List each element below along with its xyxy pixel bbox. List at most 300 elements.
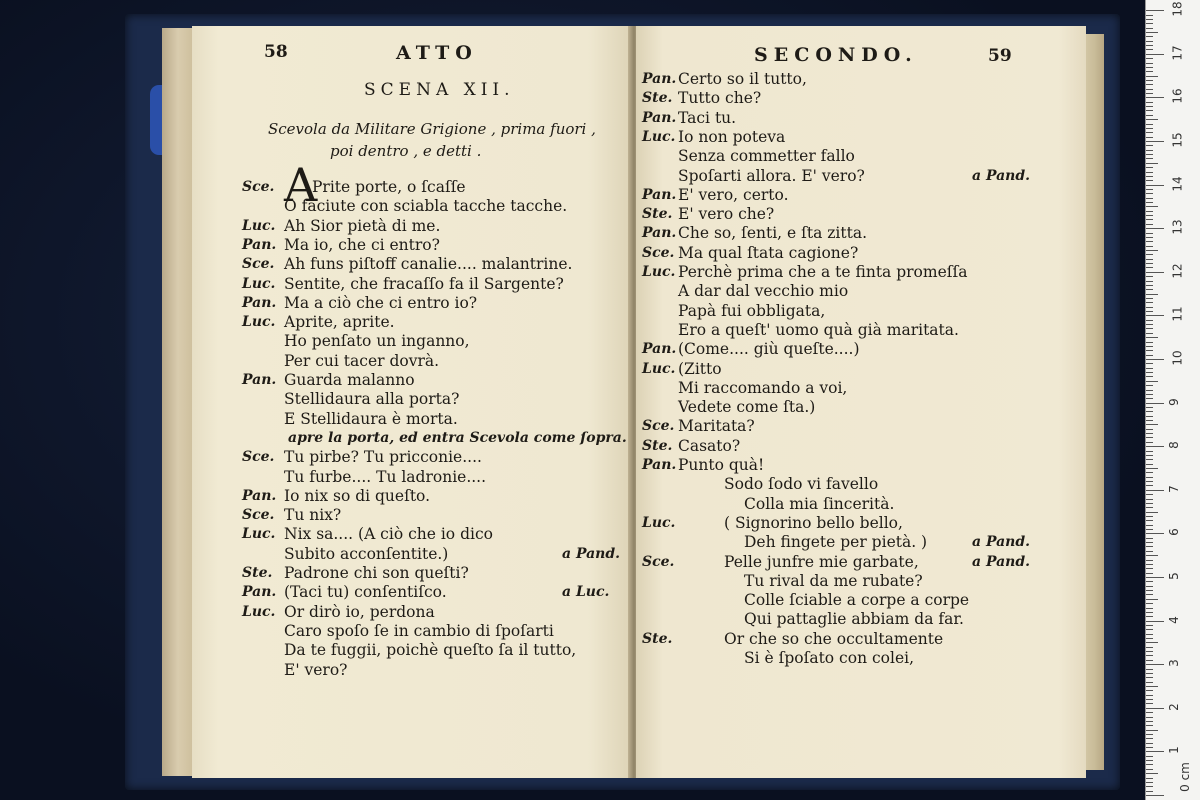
- ruler-tick: [1146, 246, 1153, 247]
- text-line: Qui pattaglie abbiam da far.: [744, 610, 964, 629]
- text-line: Taci tu.: [678, 108, 737, 127]
- speaker-label: Luc.: [642, 264, 676, 280]
- ruler-tick: [1146, 403, 1164, 404]
- ruler-tick: [1146, 324, 1153, 325]
- text-line: Tu pirbe? Tu pricconie....: [284, 448, 482, 467]
- ruler-tick: [1146, 769, 1153, 770]
- ruler-tick: [1146, 294, 1158, 295]
- ruler-tick: [1146, 586, 1153, 587]
- ruler-tick: [1146, 651, 1153, 652]
- ruler-tick: [1146, 682, 1153, 683]
- speaker-label: Sce.: [242, 507, 275, 524]
- speaker-label: Ste.: [642, 90, 673, 107]
- ruler-tick: [1146, 76, 1158, 77]
- ruler-tick: [1146, 468, 1158, 469]
- speaker-label: Sce.: [242, 449, 275, 466]
- ruler-tick: [1146, 699, 1153, 700]
- ruler-tick: [1146, 533, 1164, 534]
- speaker-label: Luc.: [642, 514, 676, 531]
- text-line: Stellidaura alla porta?: [284, 390, 460, 409]
- ruler-number: 16: [1170, 88, 1185, 105]
- ruler-tick: [1146, 756, 1153, 757]
- ruler-tick: [1146, 778, 1153, 779]
- speaker-label: Pan.: [642, 71, 677, 87]
- text-line: A dar dal vecchio mio: [678, 282, 849, 301]
- text-line: Or che so che occultamente: [724, 629, 944, 648]
- ruler-tick: [1146, 442, 1153, 443]
- ruler-tick: [1146, 638, 1153, 639]
- ruler-number: 18: [1170, 1, 1185, 17]
- text-line: Guarda malanno: [284, 371, 415, 389]
- ruler-tick: [1146, 538, 1153, 539]
- ruler-tick: [1146, 520, 1153, 521]
- ruler-tick: [1146, 411, 1153, 412]
- aside-direction: a Pand.: [972, 534, 1031, 551]
- ruler-tick: [1146, 32, 1158, 33]
- ruler-tick: [1146, 259, 1153, 260]
- ruler-tick: [1146, 281, 1153, 282]
- ruler-tick: [1146, 451, 1153, 452]
- text-line: (Come.... giù queſte....): [678, 340, 860, 359]
- ruler-tick: [1146, 773, 1158, 774]
- ruler-tick: [1146, 669, 1153, 670]
- ruler-tick: [1146, 494, 1153, 495]
- ruler-tick: [1146, 507, 1153, 508]
- ruler-tick: [1146, 89, 1153, 90]
- ruler-tick: [1146, 581, 1153, 582]
- ruler-number: 3: [1166, 659, 1181, 668]
- text-line: Ero a queſt' uomo quà già maritata.: [678, 320, 959, 339]
- text-line: Che so, ſenti, e ſta zitta.: [678, 224, 867, 243]
- ruler-tick: [1146, 712, 1153, 713]
- ruler-tick: [1146, 782, 1153, 783]
- ruler-tick: [1146, 795, 1164, 796]
- ruler-tick: [1146, 110, 1153, 111]
- ruler-tick: [1146, 599, 1158, 600]
- ruler-tick: [1146, 150, 1153, 151]
- ruler-tick: [1146, 555, 1158, 556]
- text-line: Ma io, che ci entro?: [284, 235, 440, 254]
- ruler-tick: [1146, 751, 1164, 752]
- ruler-tick: [1146, 708, 1164, 709]
- ruler-tick: [1146, 263, 1153, 264]
- ruler-number: 9: [1166, 397, 1181, 406]
- text-line: Colle ſciable a corpe a corpe: [744, 591, 970, 610]
- speaker-label: Pan.: [242, 487, 277, 504]
- ruler-tick: [1146, 573, 1153, 574]
- speaker-label: Ste.: [242, 565, 273, 581]
- ruler-tick: [1146, 407, 1153, 408]
- ruler-number: 12: [1170, 263, 1185, 279]
- speaker-label: Sce.: [642, 418, 675, 435]
- ruler-tick: [1146, 250, 1158, 251]
- ruler-tick: [1146, 215, 1153, 216]
- text-line: Tu furbe.... Tu ladronie....: [284, 467, 487, 486]
- ruler-tick: [1146, 206, 1158, 207]
- drop-cap: A: [284, 158, 318, 212]
- ruler-tick: [1146, 45, 1153, 46]
- text-line: Casato?: [678, 436, 741, 455]
- ruler-number: 8: [1166, 441, 1181, 450]
- ruler-tick: [1146, 730, 1158, 731]
- right-page: [636, 26, 1086, 778]
- ruler-tick: [1146, 529, 1153, 530]
- ruler-number: 5: [1166, 572, 1181, 580]
- ruler-number: 6: [1166, 528, 1181, 537]
- ruler-tick: [1146, 211, 1153, 212]
- text-line: Ma qual ſtata cagione?: [678, 243, 859, 262]
- ruler-tick: [1146, 355, 1153, 356]
- ruler-tick: [1146, 647, 1153, 648]
- text-line: Maritata?: [678, 417, 755, 436]
- ruler-tick: [1146, 49, 1153, 50]
- text-line: Ho penſato un inganno,: [284, 332, 470, 351]
- text-line: Papà fui obbligata,: [678, 301, 826, 320]
- ruler-tick: [1146, 180, 1153, 181]
- ruler-tick: [1146, 376, 1153, 377]
- ruler-tick: [1146, 311, 1153, 312]
- aside-direction: a Pand.: [972, 553, 1031, 570]
- ruler-tick: [1146, 677, 1153, 678]
- ruler-tick: [1146, 63, 1153, 64]
- page-number: 58: [264, 42, 288, 62]
- ruler-tick: [1146, 503, 1153, 504]
- ruler-tick: [1146, 398, 1153, 399]
- ruler-tick: [1146, 58, 1153, 59]
- ruler-tick: [1146, 285, 1153, 286]
- ruler-tick: [1146, 594, 1153, 595]
- text-line: O faciute con sciabla tacche tacche.: [284, 197, 568, 216]
- measuring-ruler: [1145, 0, 1200, 800]
- text-line: Sodo ſodo vi favello: [724, 475, 879, 494]
- ruler-number: 7: [1166, 484, 1181, 493]
- cast-line-1: Scevola da Militare Grigione , prima fuori ,: [268, 120, 596, 138]
- ruler-tick: [1146, 289, 1153, 290]
- ruler-tick: [1146, 416, 1153, 417]
- ruler-tick: [1146, 385, 1153, 386]
- ruler-tick: [1146, 791, 1153, 792]
- ruler-tick: [1146, 41, 1153, 42]
- ruler-tick: [1146, 363, 1153, 364]
- speaker-label: Luc.: [242, 275, 276, 292]
- ruler-tick: [1146, 124, 1153, 125]
- scene-title: SCENA XII.: [364, 80, 515, 100]
- text-line: Caro spoſo ſe in cambio di ſpoſarti: [284, 621, 554, 640]
- ruler-tick: [1146, 119, 1158, 120]
- ruler-tick: [1146, 141, 1164, 142]
- ruler-number: 10: [1170, 350, 1185, 366]
- speaker-label: Ste.: [642, 437, 673, 454]
- ruler-tick: [1146, 67, 1153, 68]
- aside-direction: a Pand.: [972, 167, 1031, 184]
- ruler-tick: [1146, 346, 1153, 347]
- ruler-tick: [1146, 228, 1164, 229]
- ruler-number: 14: [1170, 175, 1185, 192]
- text-line: Deh fingete per pietà. ): [744, 533, 928, 552]
- speaker-label: Luc.: [242, 526, 276, 543]
- ruler-tick: [1146, 747, 1153, 748]
- ruler-tick: [1146, 137, 1153, 138]
- ruler-tick: [1146, 437, 1153, 438]
- ruler-tick: [1146, 455, 1153, 456]
- ruler-tick: [1146, 764, 1153, 765]
- running-header: ATTO: [396, 42, 478, 64]
- ruler-tick: [1146, 19, 1153, 20]
- ruler-tick: [1146, 433, 1153, 434]
- ruler-tick: [1146, 551, 1153, 552]
- text-line: Senza commetter fallo: [678, 147, 855, 166]
- ruler-tick: [1146, 634, 1153, 635]
- cast-line-2: poi dentro , e detti .: [330, 142, 482, 160]
- text-line: Aprite, aprite.: [284, 313, 395, 332]
- running-header: SECONDO.: [754, 44, 918, 66]
- ruler-tick: [1146, 80, 1153, 81]
- ruler-tick: [1146, 703, 1153, 704]
- ruler-tick: [1146, 525, 1153, 526]
- text-line: Da te fuggii, poichè queſto ſa il tutto,: [284, 641, 577, 660]
- ruler-number: 4: [1166, 615, 1181, 624]
- text-line: (Taci tu) conſentiſco.: [284, 583, 447, 602]
- ruler-tick: [1146, 115, 1153, 116]
- text-line: Tu rival da me rubate?: [744, 571, 923, 590]
- text-line: Tu nix?: [284, 506, 342, 525]
- ruler-tick: [1146, 429, 1153, 430]
- text-line: Or dirò io, perdona: [284, 602, 435, 621]
- ruler-tick: [1146, 608, 1153, 609]
- ruler-number: 1: [1166, 746, 1181, 755]
- text-line: Ah Sior pietà di me.: [284, 216, 441, 235]
- ruler-tick: [1146, 577, 1164, 578]
- ruler-tick: [1146, 298, 1153, 299]
- speaker-label: Sce.: [242, 179, 275, 195]
- ruler-tick: [1146, 54, 1164, 55]
- speaker-label: Pan.: [642, 457, 677, 473]
- ruler-tick: [1146, 272, 1164, 273]
- text-line: Punto quà!: [678, 456, 765, 474]
- ruler-tick: [1146, 128, 1153, 129]
- text-line: Nix sa.... (A ciò che io dico: [284, 525, 493, 544]
- ruler-tick: [1146, 237, 1153, 238]
- ruler-tick: [1146, 564, 1153, 565]
- text-line: Ah funs piſtoff canalie.... malantrine.: [284, 255, 573, 274]
- text-line: Vedete come ſta.): [678, 398, 816, 417]
- ruler-tick: [1146, 15, 1153, 16]
- ruler-tick: [1146, 337, 1158, 338]
- ruler-tick: [1146, 241, 1153, 242]
- ruler-tick: [1146, 420, 1153, 421]
- ruler-tick: [1146, 224, 1153, 225]
- ruler-tick: [1146, 459, 1153, 460]
- text-line: Mi raccomando a voi,: [678, 378, 848, 397]
- ruler-tick: [1146, 106, 1153, 107]
- ruler-tick: [1146, 616, 1153, 617]
- speaker-label: Pan.: [642, 109, 677, 126]
- ruler-tick: [1146, 154, 1153, 155]
- speaker-label: Luc.: [242, 314, 276, 331]
- speaker-label: Pan.: [242, 236, 277, 253]
- ruler-tick: [1146, 424, 1158, 425]
- ruler-tick: [1146, 267, 1153, 268]
- ruler-tick: [1146, 394, 1153, 395]
- ruler-tick: [1146, 721, 1153, 722]
- ruler-tick: [1146, 172, 1153, 173]
- text-line: Ma a ciò che ci entro io?: [284, 293, 478, 312]
- ruler-tick: [1146, 695, 1153, 696]
- ruler-tick: [1146, 381, 1158, 382]
- ruler-tick: [1146, 307, 1153, 308]
- ruler-tick: [1146, 102, 1153, 103]
- text-line: E' vero, certo.: [678, 185, 789, 204]
- speaker-label: Ste.: [642, 630, 673, 647]
- text-line: E Stellidaura è morta.: [284, 409, 458, 428]
- ruler-tick: [1146, 472, 1153, 473]
- ruler-tick: [1146, 23, 1153, 24]
- speaker-label: Pan.: [642, 225, 677, 242]
- ruler-tick: [1146, 350, 1153, 351]
- aside-direction: a Luc.: [562, 584, 610, 601]
- ruler-tick: [1146, 603, 1153, 604]
- left-page: [192, 26, 632, 778]
- speaker-label: Luc.: [242, 603, 276, 620]
- text-line: Pelle junfre mie garbate,: [724, 552, 919, 571]
- ruler-tick: [1146, 625, 1153, 626]
- ruler-tick: [1146, 28, 1153, 29]
- ruler-tick: [1146, 302, 1153, 303]
- ruler-tick: [1146, 84, 1153, 85]
- ruler-tick: [1146, 568, 1153, 569]
- aside-direction: a Pand.: [562, 545, 621, 562]
- speaker-label: Sce.: [642, 553, 675, 570]
- text-line: Per cui tacer dovrà.: [284, 351, 440, 370]
- ruler-number: 11: [1170, 306, 1185, 323]
- ruler-tick: [1146, 446, 1164, 447]
- ruler-tick: [1146, 686, 1158, 687]
- speaker-label: Sce.: [242, 256, 275, 273]
- text-line: Sentite, che fracaſſo fa il Sargente?: [284, 274, 564, 293]
- ruler-tick: [1146, 481, 1153, 482]
- ruler-tick: [1146, 590, 1153, 591]
- ruler-label: 0 cm: [1177, 762, 1192, 792]
- text-line: Perchè prima che a te finta promeſſa: [678, 263, 968, 281]
- text-line: Colla mia ſincerità.: [744, 494, 895, 513]
- ruler-number: 13: [1170, 219, 1185, 235]
- ruler-tick: [1146, 464, 1153, 465]
- ruler-tick: [1146, 163, 1158, 164]
- ruler-number: 15: [1170, 132, 1185, 148]
- ruler-tick: [1146, 546, 1153, 547]
- text-line: Padrone chi son queſti?: [284, 564, 469, 582]
- speaker-label: Sce.: [642, 244, 675, 261]
- ruler-tick: [1146, 673, 1153, 674]
- ruler-tick: [1146, 276, 1153, 277]
- ruler-tick: [1146, 198, 1153, 199]
- ruler-tick: [1146, 145, 1153, 146]
- speaker-label: Pan.: [242, 372, 277, 388]
- ruler-tick: [1146, 786, 1153, 787]
- speaker-label: Pan.: [242, 294, 277, 311]
- ruler-tick: [1146, 219, 1153, 220]
- text-line: E' vero?: [284, 660, 348, 679]
- text-line: Subito acconſentite.): [284, 544, 449, 563]
- ruler-tick: [1146, 738, 1153, 739]
- ruler-number: 17: [1170, 45, 1185, 61]
- ruler-tick: [1146, 93, 1153, 94]
- ruler-number: 2: [1166, 702, 1181, 711]
- ruler-tick: [1146, 477, 1153, 478]
- page-number: 59: [988, 46, 1012, 66]
- ruler-tick: [1146, 189, 1153, 190]
- text-line: Prite porte, o ſcaſſe: [312, 178, 466, 196]
- ruler-tick: [1146, 202, 1153, 203]
- ruler-tick: [1146, 690, 1153, 691]
- ruler-tick: [1146, 132, 1153, 133]
- ruler-tick: [1146, 342, 1153, 343]
- ruler-tick: [1146, 71, 1153, 72]
- text-line: Spoſarti allora. E' vero?: [678, 166, 865, 185]
- ruler-tick: [1146, 36, 1153, 37]
- ruler-tick: [1146, 621, 1164, 622]
- ruler-tick: [1146, 743, 1153, 744]
- speaker-label: Luc.: [642, 360, 676, 377]
- text-line: Tutto che?: [678, 89, 762, 108]
- ruler-tick: [1146, 359, 1164, 360]
- ruler-tick: [1146, 254, 1153, 255]
- speaker-label: Pan.: [642, 186, 677, 203]
- stage-direction: apre la porta, ed entra Scevola come ſopra.: [288, 429, 627, 446]
- ruler-tick: [1146, 655, 1153, 656]
- ruler-tick: [1146, 158, 1153, 159]
- ruler-tick: [1146, 512, 1158, 513]
- speaker-label: Luc.: [242, 217, 276, 234]
- ruler-tick: [1146, 612, 1153, 613]
- ruler-tick: [1146, 10, 1164, 11]
- text-line: Si è ſpoſato con colei,: [744, 649, 915, 667]
- ruler-tick: [1146, 372, 1153, 373]
- ruler-tick: [1146, 390, 1153, 391]
- text-line: Certo so il tutto,: [678, 70, 807, 88]
- ruler-tick: [1146, 176, 1153, 177]
- ruler-tick: [1146, 97, 1164, 98]
- ruler-tick: [1146, 485, 1153, 486]
- speaker-label: Pan.: [642, 341, 677, 358]
- ruler-tick: [1146, 717, 1153, 718]
- ruler-tick: [1146, 560, 1153, 561]
- speaker-label: Ste.: [642, 206, 673, 223]
- ruler-tick: [1146, 664, 1164, 665]
- text-line: Io non poteva: [678, 127, 786, 146]
- ruler-tick: [1146, 185, 1164, 186]
- ruler-tick: [1146, 760, 1153, 761]
- ruler-tick: [1146, 315, 1164, 316]
- speaker-label: Luc.: [642, 128, 676, 145]
- ruler-tick: [1146, 167, 1153, 168]
- ruler-tick: [1146, 660, 1153, 661]
- ruler-tick: [1146, 320, 1153, 321]
- ruler-tick: [1146, 542, 1153, 543]
- ruler-tick: [1146, 629, 1153, 630]
- text-line: ( Signorino bello bello,: [724, 513, 903, 532]
- text-line: (Zitto: [678, 359, 722, 378]
- ruler-tick: [1146, 193, 1153, 194]
- ruler-tick: [1146, 333, 1153, 334]
- ruler-tick: [1146, 734, 1153, 735]
- text-line: Io nix so di queſto.: [284, 486, 431, 505]
- speaker-label: Pan.: [242, 584, 277, 601]
- ruler-tick: [1146, 328, 1153, 329]
- ruler-tick: [1146, 499, 1153, 500]
- ruler-tick: [1146, 490, 1164, 491]
- ruler-tick: [1146, 642, 1158, 643]
